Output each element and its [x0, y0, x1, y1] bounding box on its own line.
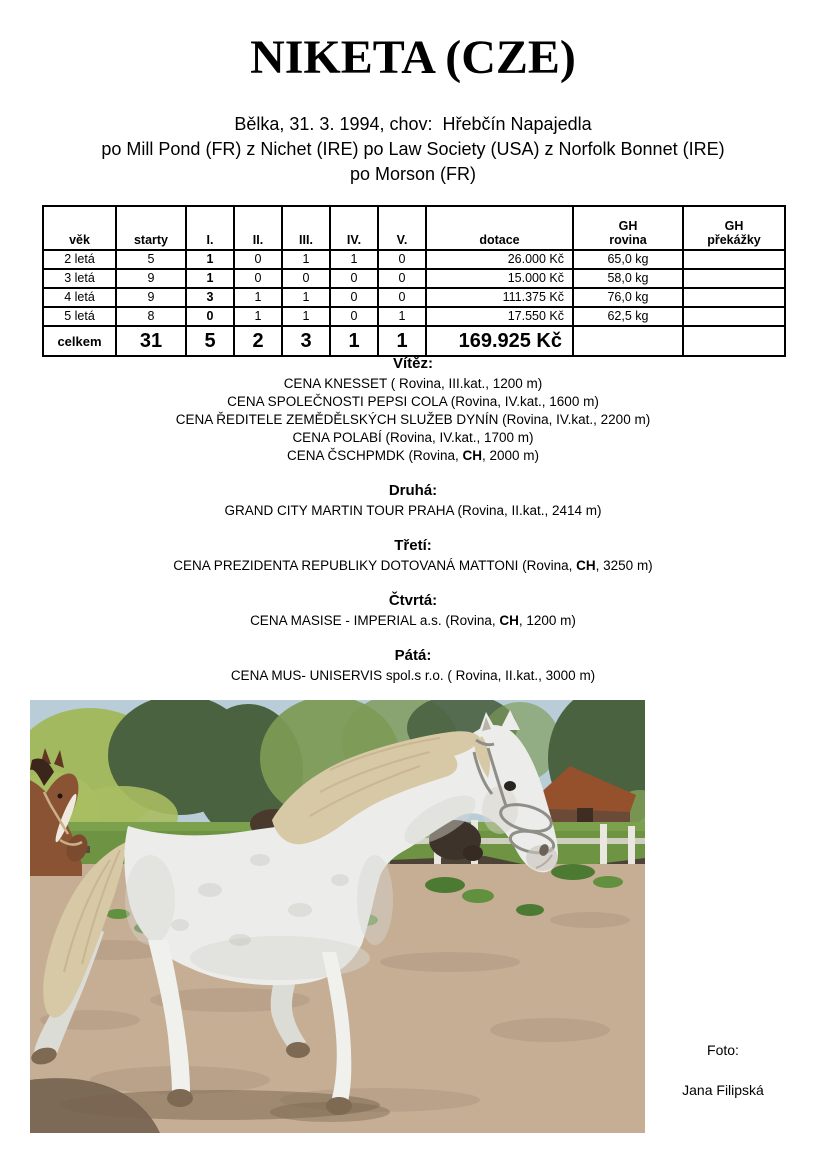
table-cell: 0 [330, 307, 378, 326]
table-cell: 9 [116, 269, 186, 288]
table-cell: 0 [186, 307, 234, 326]
table-cell: 2 [234, 326, 282, 356]
horse-photo-illustration [30, 700, 645, 1133]
table-total-row [43, 326, 785, 356]
table-cell: 62,5 kg [573, 307, 683, 326]
table-cell [683, 307, 785, 326]
column-header: I. [186, 206, 234, 250]
table-cell: 0 [234, 269, 282, 288]
table-cell: 76,0 kg [573, 288, 683, 307]
table-cell: 0 [234, 250, 282, 269]
table-cell: 0 [378, 288, 426, 307]
table-cell: 0 [330, 269, 378, 288]
stats-table [42, 205, 786, 357]
result-line: CENA MUS- UNISERVIS spol.s r.o. ( Rovina, II.kat., 3000 m) [230, 668, 596, 683]
result-line: CENA KNESSET ( Rovina, III.kat., 1200 m) [283, 376, 543, 391]
photo-credit [648, 1042, 798, 1098]
table-cell: 1 [330, 250, 378, 269]
column-header: GH rovina [573, 206, 683, 250]
table-header-row [43, 206, 785, 250]
column-header: dotace [426, 206, 573, 250]
photo-credit-name: Jana Filipská [682, 1082, 764, 1098]
result-line: CENA MASISE - IMPERIAL a.s. (Rovina, CH, 1200 m) [250, 613, 576, 628]
table-cell: 9 [116, 288, 186, 307]
column-header: IV. [330, 206, 378, 250]
table-cell: 169.925 Kč [426, 326, 573, 356]
table-cell: 1 [186, 250, 234, 269]
column-header: II. [234, 206, 282, 250]
table-cell: 1 [234, 307, 282, 326]
table-cell [573, 326, 683, 356]
table-row [43, 307, 785, 326]
result-section-heading: Vítěz: [392, 355, 433, 372]
table-cell: 0 [282, 269, 330, 288]
result-line: GRAND CITY MARTIN TOUR PRAHA (Rovina, II.kat., 2414 m) [224, 503, 602, 518]
table-cell: celkem [43, 326, 116, 356]
table-row [43, 288, 785, 307]
horse-eye [504, 781, 516, 791]
table-cell: 1 [234, 288, 282, 307]
table-cell: 58,0 kg [573, 269, 683, 288]
pedigree-line: Bělka, 31. 3. 1994, chov: Hřebčín Napajedla [234, 114, 592, 134]
table-cell: 3 letá [43, 269, 116, 288]
table-cell: 26.000 Kč [426, 250, 573, 269]
pedigree-line: po Mill Pond (FR) z Nichet (IRE) po Law Society (USA) z Norfolk Bonnet (IRE) [101, 139, 725, 159]
column-header: starty [116, 206, 186, 250]
column-header: III. [282, 206, 330, 250]
result-line: CENA SPOLEČNOSTI PEPSI COLA (Rovina, IV.kat., 1600 m) [227, 394, 599, 409]
table-cell: 1 [282, 307, 330, 326]
table-cell: 1 [282, 250, 330, 269]
page-title: NIKETA (CZE) [250, 31, 576, 84]
result-section-heading: Čtvrtá: [388, 592, 438, 609]
table-cell: 65,0 kg [573, 250, 683, 269]
table-cell: 5 [186, 326, 234, 356]
table-cell: 3 [282, 326, 330, 356]
pedigree-block [0, 112, 826, 187]
table-cell: 31 [116, 326, 186, 356]
result-section-heading: Druhá: [388, 482, 438, 499]
table-row [43, 269, 785, 288]
table-cell [683, 269, 785, 288]
result-line: CENA PREZIDENTA REPUBLIKY DOTOVANÁ MATTONI (Rovina, CH, 3250 m) [173, 558, 653, 573]
table-cell: 5 [116, 250, 186, 269]
table-row [43, 250, 785, 269]
table-cell: 4 letá [43, 288, 116, 307]
table-cell: 8 [116, 307, 186, 326]
horse-photo [30, 700, 645, 1133]
column-header: GH překážky [683, 206, 785, 250]
table-cell: 2 letá [43, 250, 116, 269]
table-cell: 17.550 Kč [426, 307, 573, 326]
table-cell: 0 [330, 288, 378, 307]
table-cell [683, 250, 785, 269]
table-cell: 0 [378, 250, 426, 269]
pedigree-line: po Morson (FR) [349, 164, 477, 184]
table-cell: 1 [378, 307, 426, 326]
table-cell: 1 [282, 288, 330, 307]
table-cell: 3 [186, 288, 234, 307]
result-section-heading: Pátá: [394, 647, 432, 664]
table-cell: 1 [330, 326, 378, 356]
table-cell: 5 letá [43, 307, 116, 326]
table-cell: 0 [378, 269, 426, 288]
table-cell: 111.375 Kč [426, 288, 573, 307]
column-header: věk [43, 206, 116, 250]
results-block [0, 353, 826, 685]
result-section-heading: Třetí: [394, 537, 432, 554]
table-cell [683, 288, 785, 307]
column-header: V. [378, 206, 426, 250]
result-line: CENA ŘEDITELE ZEMĚDĚLSKÝCH SLUŽEB DYNÍN (Rovina, IV.kat., 2200 m) [175, 412, 651, 427]
result-line: CENA ČSCHPMDK (Rovina, CH, 2000 m) [286, 448, 540, 463]
table-cell: 15.000 Kč [426, 269, 573, 288]
photo-credit-label: Foto: [707, 1042, 739, 1058]
table-cell: 1 [378, 326, 426, 356]
table-cell: 1 [186, 269, 234, 288]
result-line: CENA POLABÍ (Rovina, IV.kat., 1700 m) [292, 430, 534, 445]
table-cell [683, 326, 785, 356]
